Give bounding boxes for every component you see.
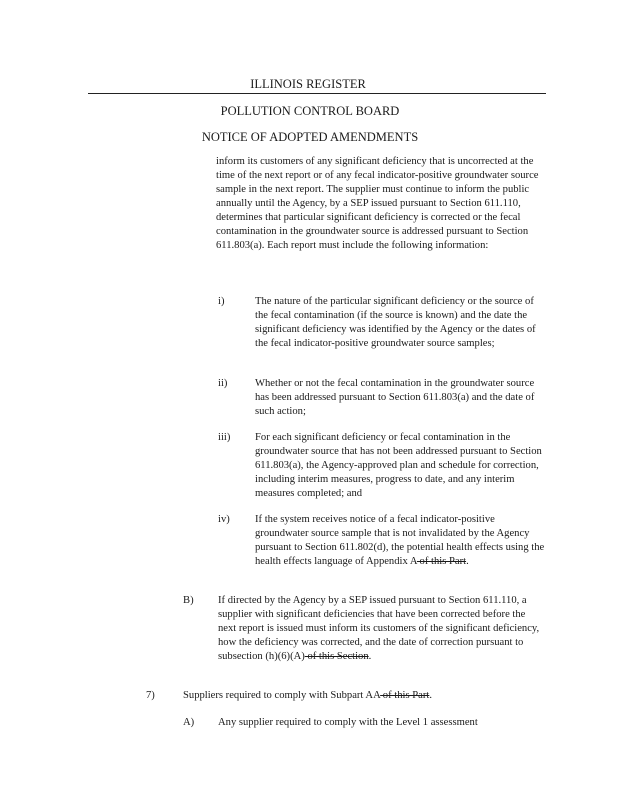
item-a-label: A) [183,717,195,728]
item-iv-body: If the system receives notice of a fecal indicator-positive groundwater source sample that is not invalidated by the Agency pursuant to Section 611.802(d), the potential health effects using the health effects language of Appendix A [255,514,545,567]
item-i-text: The nature of the particular significant deficiency or the source of the fecal contamination (if the source is known) and the date the significant deficiency was identified by the Agency or the dates of the fecal indicator-positive groundwater source samples; [255,296,536,349]
item-ii-label: ii) [218,378,228,389]
item-iii-label: iii) [218,432,231,443]
item-iv-text [255,513,545,569]
item-iv-label: iv) [218,514,230,525]
item-7-body: Suppliers required to comply with Subpart AA [183,690,381,701]
item-a-text: Any supplier required to comply with the Level 1 assessment [218,717,478,728]
register-title: ILLINOIS REGISTER [250,77,366,91]
header-rule [88,93,546,94]
item-7-end: . [429,690,432,701]
item-ii-text: Whether or not the fecal contamination in the groundwater source has been addressed pursuant to Section 611.803(a) and the date of such action; [255,378,535,417]
board-title: POLLUTION CONTROL BOARD [220,104,400,118]
item-b-body: If directed by the Agency by a SEP issued pursuant to Section 611.110, a supplier with significant deficiencies that have been corrected before the next report is issued must inform its customers of the significant deficiency, how the deficiency was corrected, and the date of correction pursuant to subsection (h)(6)(A) [218,595,540,662]
item-b-text [218,594,546,664]
item-b-label: B) [183,595,194,606]
item-7-text [183,689,543,703]
item-iii-text: For each significant deficiency or fecal contamination in the groundwater source that has not been addressed pursuant to Section 611.803(a), the Agency-approved plan and schedule for correction, including interim measures, progress to date, and any interim measures completed; and [255,432,542,499]
item-7-label: 7) [146,690,155,701]
item-b-end: . [368,651,372,662]
item-b-deleted: of this Section [304,651,369,662]
item-iv-deleted: of this Part [416,556,467,567]
intro-paragraph: inform its customers of any significant deficiency that is uncorrected at the time of the next report or of any fecal indicator-positive groundwater source sample in the next report. The supplier must continue to inform the public annually until the Agency, by a SEP issued pursuant to Section 611.110, determines that particular significant deficiency is corrected or the fecal contamination in the groundwater source is addressed pursuant to Section 611.803(a). Each report must include the following information: [216,156,539,251]
notice-title: NOTICE OF ADOPTED AMENDMENTS [201,130,419,144]
item-i-label: i) [218,296,225,307]
item-iv-end: . [466,556,469,567]
item-7-deleted: of this Part [380,690,430,701]
